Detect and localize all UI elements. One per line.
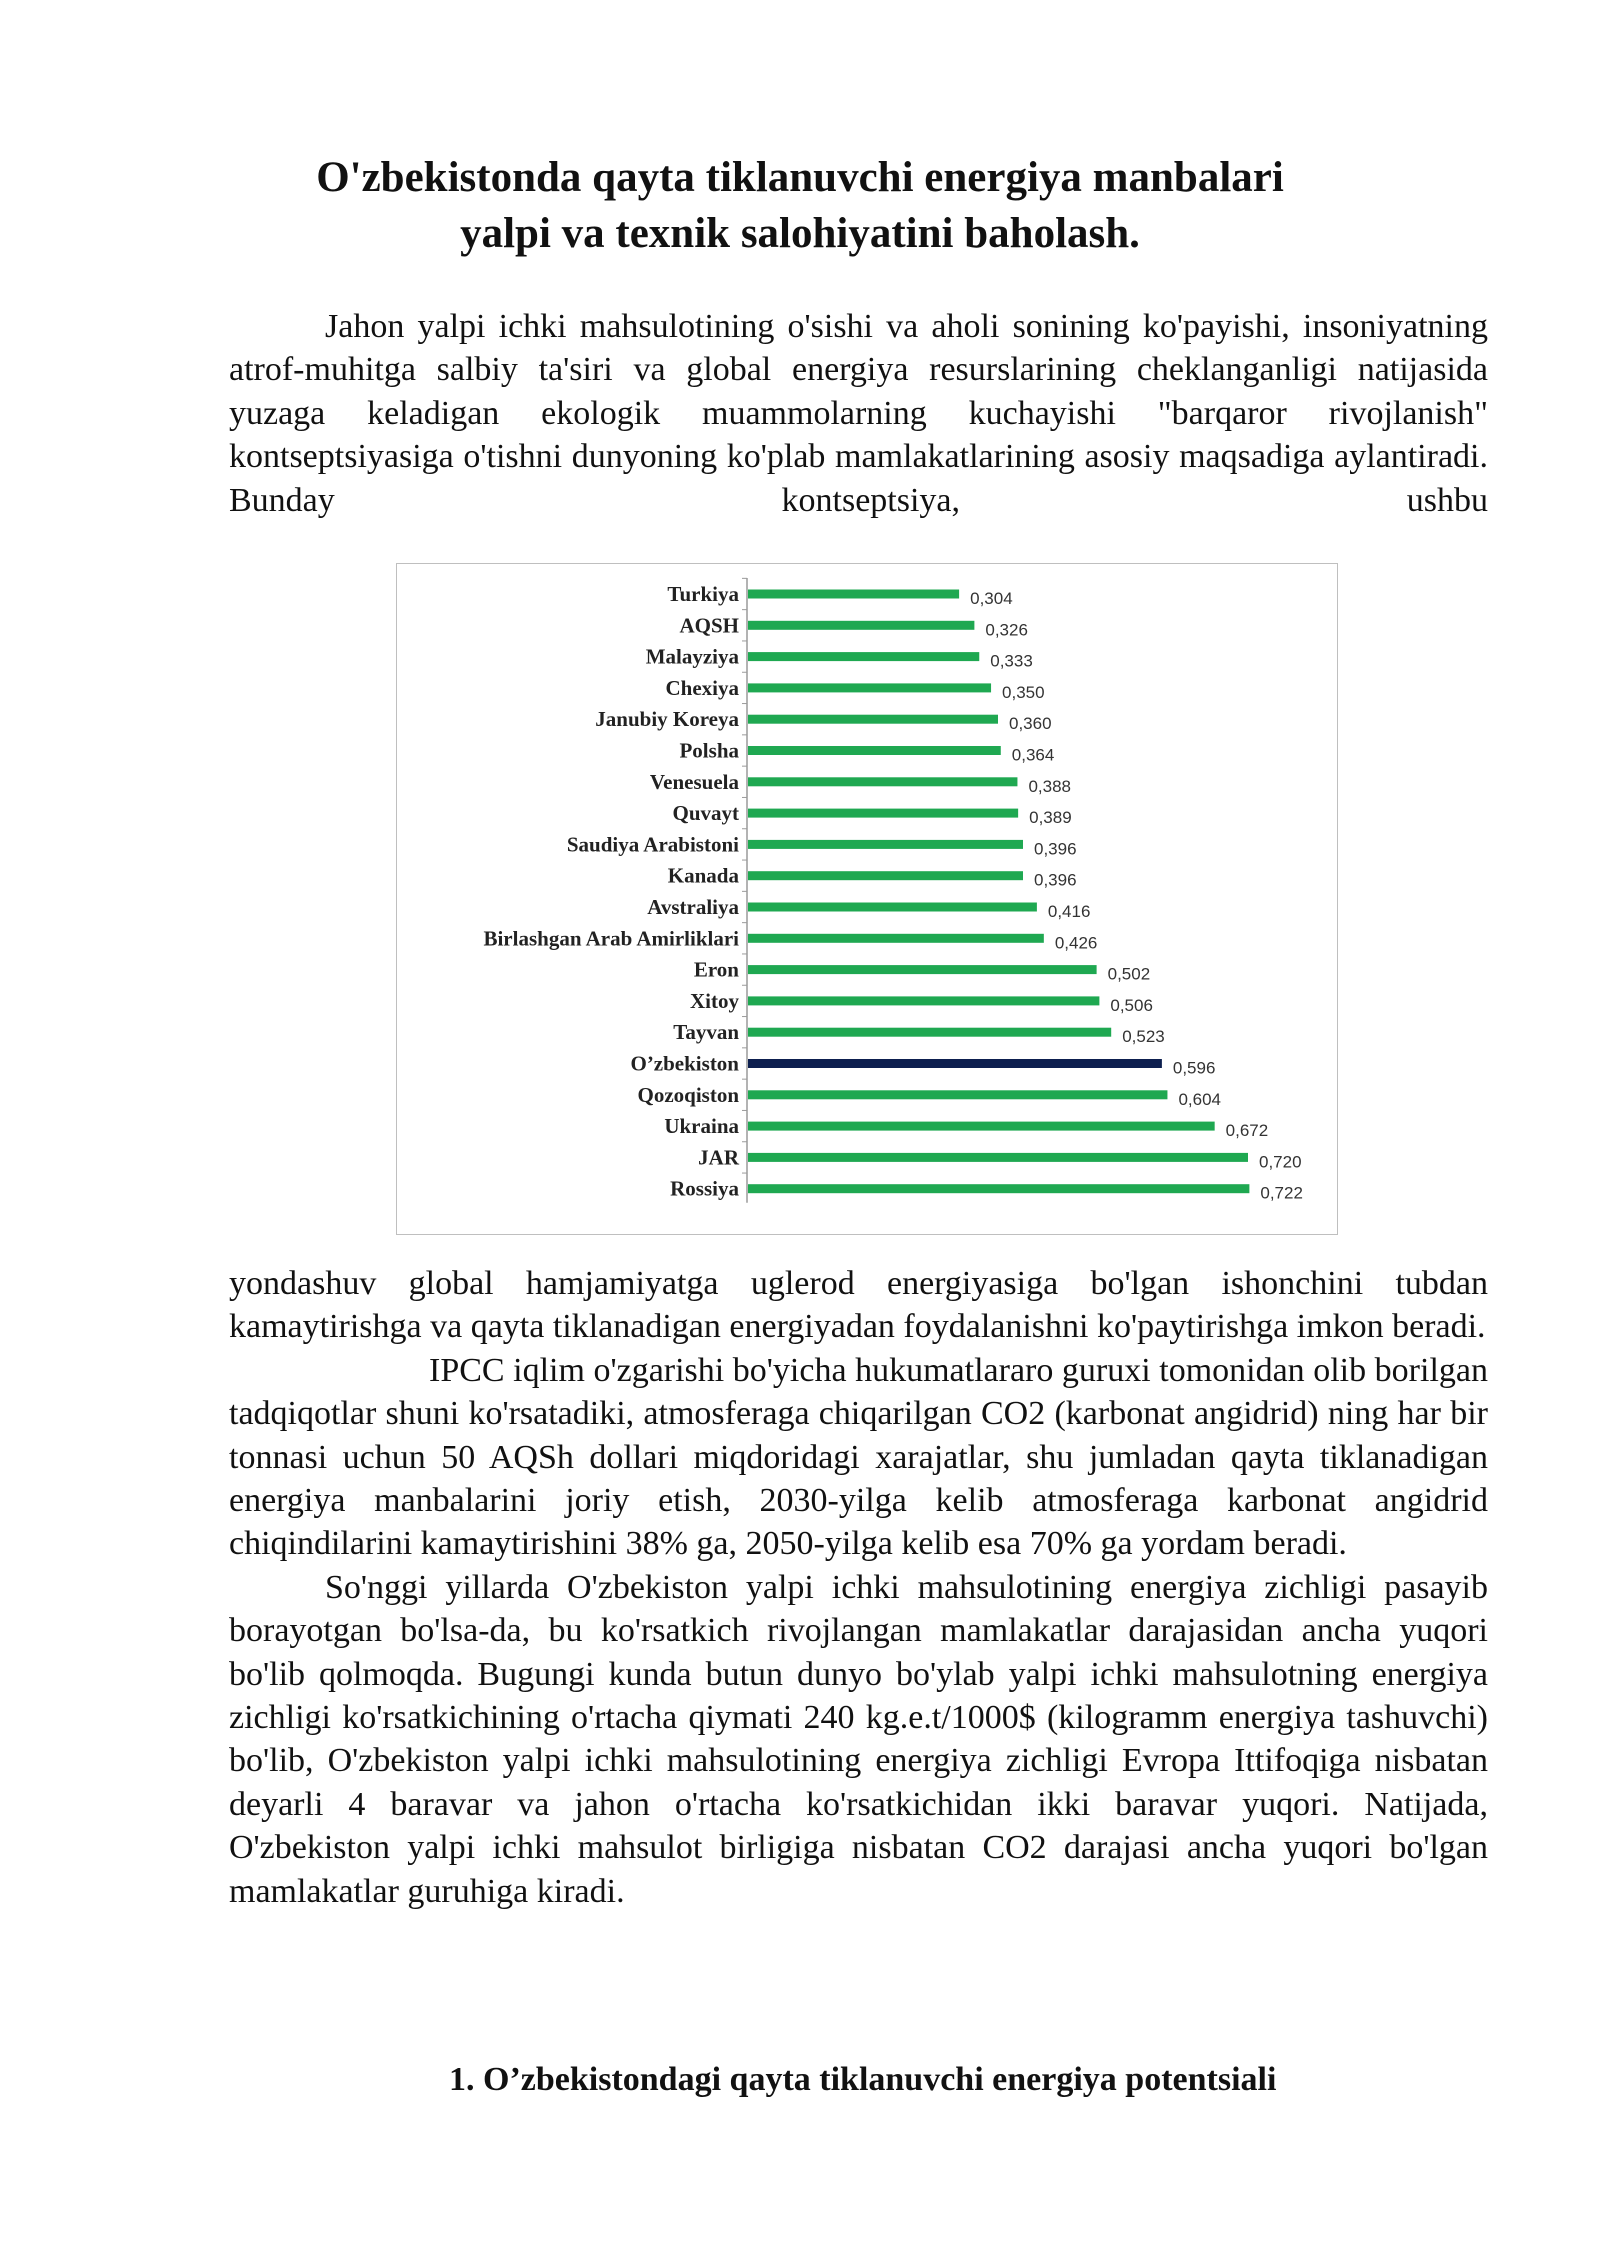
data-label: 0,672 — [1225, 1121, 1269, 1141]
category-label: Avstraliya — [647, 895, 739, 919]
category-label: Malayziya — [645, 644, 739, 669]
bar-highlight — [748, 1059, 1162, 1068]
data-label: 0,304 — [970, 589, 1013, 608]
data-label: 0,604 — [1178, 1089, 1221, 1109]
bar — [748, 1028, 1111, 1037]
bar — [748, 934, 1044, 943]
data-label: 0,416 — [1047, 902, 1091, 921]
data-label: 0,426 — [1054, 933, 1098, 953]
bar — [748, 996, 1099, 1005]
bar — [748, 621, 974, 630]
bar — [748, 715, 998, 724]
data-label: 0,502 — [1107, 964, 1151, 984]
category-label: Turkiya — [667, 582, 739, 606]
title-line-1: O'zbekistonda qayta tiklanuvchi energiya manbalari — [316, 154, 1284, 201]
bar — [748, 1153, 1248, 1162]
data-label: 0,596 — [1172, 1058, 1216, 1078]
category-label: Polsha — [679, 738, 739, 763]
category-label: Kanada — [667, 863, 739, 888]
data-label: 0,396 — [1034, 839, 1077, 859]
category-label: AQSH — [679, 613, 739, 638]
data-label: 0,506 — [1110, 995, 1153, 1015]
bar — [748, 590, 959, 599]
energy-intensity-chart — [396, 563, 1338, 1235]
data-label: 0,333 — [990, 651, 1033, 671]
paragraph-3-text: IPCC iqlim o'zgarishi bo'yicha hukumatlararo guruxi tomonidan olib borilgan tadqiqotlar shuni ko'rsatadiki, atmosferaga chiqarilgan CO2 (karbonat angidrid) ning har bir tonnasi uchun 50 AQSh dollari miqdoridagi xarajatlar, shu jumladan qayta tiklanadigan energiya manbalarini joriy etish, 2030-yilga kelib atmosferaga karbonat angidrid chiqindilarini kamaytirishini 38% ga, 2050-yilga kelib esa 70% ga yordam beradi. — [229, 1351, 1488, 1563]
bar — [748, 809, 1018, 818]
category-label: Qozoqiston — [637, 1082, 739, 1107]
category-label: Rossiya — [670, 1176, 739, 1201]
document-title — [230, 150, 1370, 262]
bar — [748, 1184, 1249, 1193]
bar — [748, 840, 1023, 849]
bar — [748, 1090, 1167, 1099]
data-label: 0,388 — [1028, 776, 1071, 796]
category-label: Saudiya Arabistoni — [566, 832, 739, 857]
paragraph-4-text: So'nggi yillarda O'zbekiston yalpi ichki mahsulotining energiya zichligi pasayib borayotgan bo'lsa-da, bu ko'rsatkich rivojlangan mamlakatlar darajasidan ancha yuqori bo'lib qolmoqda. Bugungi kunda butun dunyo bo'ylab yalpi ichki mahsulotning energiya zichligi ko'rsatkichining o'rtacha qiymati 240 kg.e.t/1000$ (kilogramm energiya tashuvchi) bo'lib, O'zbekiston yalpi ichki mahsulotining energiya zichligi Evropa Ittifoqiga nisbatan deyarli 4 baravar va jahon o'rtacha ko'rsatkichidan ikki baravar yuqori. Natijada, O'zbekiston yalpi ichki mahsulot birligiga nisbatan CO2 darajasi ancha yuqori bo'lgan mamlakatlar guruhiga kiradi. — [229, 1568, 1488, 1910]
bar — [748, 871, 1023, 880]
category-label: Quvayt — [672, 801, 739, 826]
data-label: 0,364 — [1011, 745, 1055, 765]
data-label: 0,722 — [1260, 1183, 1303, 1203]
paragraph-intro — [229, 305, 1488, 522]
paragraph-1-text: Jahon yalpi ichki mahsulotining o'sishi va aholi sonining ko'payishi, insoniyatning atrof-muhitga salbiy ta'siri va global energiya resurslarining cheklanganligi natijasida yuzaga keladigan ekologik muammolarning kuchayishi "barqaror rivojlanish" kontseptsiyasiga o'tishni dunyoning ko'plab mamlakatlarining asosiy maqsadiga aylantiradi. Bunday kontseptsiya, ushbu — [229, 308, 1488, 519]
bar — [748, 652, 979, 661]
category-label: Xitoy — [690, 988, 739, 1013]
category-label: O’zbekiston — [630, 1051, 739, 1076]
bar — [748, 903, 1037, 912]
title-line-2: yalpi va texnik salohiyatini baholash. — [460, 210, 1140, 257]
paragraph-2-text: yondashuv global hamjamiyatga uglerod energiyasiga bo'lgan ishonchini tubdan kamaytirishga va qayta tiklanadigan energiyadan foydalanishni ko'paytirishga imkon beradi. — [229, 1265, 1488, 1346]
data-label: 0,720 — [1259, 1152, 1302, 1172]
data-label: 0,389 — [1029, 808, 1072, 828]
category-label: Chexiya — [665, 675, 739, 700]
category-label: Eron — [693, 957, 739, 982]
category-label: JAR — [698, 1145, 739, 1170]
category-label: Ukraina — [664, 1114, 739, 1139]
data-label: 0,326 — [985, 620, 1028, 640]
section-heading: 1. O’zbekistondagi qayta tiklanuvchi energiya potentsiali — [449, 2061, 1277, 2098]
data-label: 0,350 — [1002, 682, 1045, 702]
data-label: 0,523 — [1122, 1027, 1165, 1047]
category-label: Birlashgan Arab Amirliklari — [483, 926, 739, 951]
data-label: 0,396 — [1034, 870, 1077, 890]
bar — [748, 777, 1017, 786]
bar — [748, 746, 1001, 755]
data-label: 0,360 — [1009, 714, 1052, 734]
category-label: Tayvan — [673, 1020, 739, 1045]
category-label: Venesuela — [649, 769, 739, 794]
bar — [748, 1122, 1215, 1131]
bar — [748, 683, 991, 692]
bar — [748, 965, 1097, 974]
category-label: Janubiy Koreya — [595, 707, 739, 732]
paragraph-body — [229, 1262, 1488, 1913]
bar-chart-svg — [397, 564, 1337, 1234]
